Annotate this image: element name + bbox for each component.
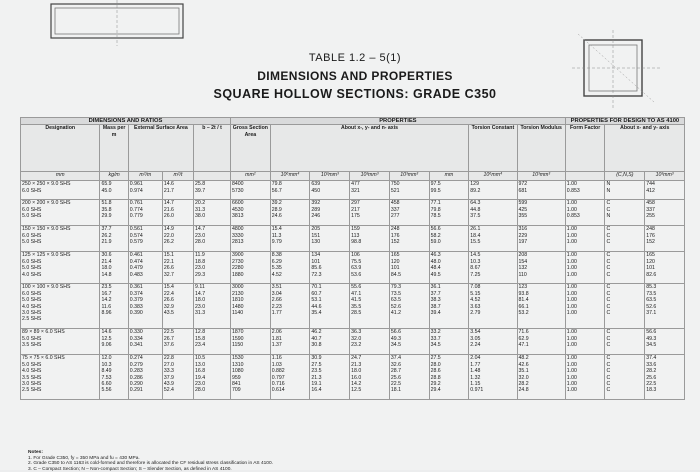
- cell-s: 159 113 98.8: [350, 226, 390, 252]
- cell-mass: 51.8 35.8 29.9: [100, 200, 128, 226]
- col-about-axes: About x-, y- and n- axis: [270, 125, 469, 172]
- cell-z: 639 450: [310, 181, 350, 200]
- cell-kf: 1.00 1.00 1.00 1.00 1.00 1.00: [565, 355, 605, 400]
- cell-j: 7.08 5.15 4.52 3.63 2.79: [469, 284, 517, 329]
- cell-i: 8.38 6.29 5.35 4.52: [270, 252, 310, 284]
- cell-per_m: 0.961 0.974: [128, 181, 162, 200]
- cell-area: 4800 3330 2813: [230, 226, 270, 252]
- table-row: [21, 355, 685, 400]
- cell-z: 70.1 60.7 53.1 44.6 35.4: [310, 284, 350, 329]
- cell-s: 24.7 21.3 18.0 16.0 14.2 12.5: [350, 355, 390, 400]
- table-row: [21, 181, 685, 200]
- cell-s: 477 321: [350, 181, 390, 200]
- cell-j: 26.1 18.4 15.5: [469, 226, 517, 252]
- cell-r: 165 120 101 84.5: [389, 252, 429, 284]
- unit-r: mm: [429, 172, 469, 181]
- table-row: [21, 284, 685, 329]
- col-torsion-const: Torsion Constant: [469, 125, 517, 172]
- cell-r: 750 521: [389, 181, 429, 200]
- cell-designation: 200 × 200 × 9.0 SHS 6.0 SHS 5.0 SHS: [21, 200, 100, 226]
- cell-designation: 89 × 89 × 6.0 SHS 5.0 SHS 3.5 SHS: [21, 329, 100, 355]
- cell-comp: 458 337 255: [645, 200, 685, 226]
- cell-designation: 250 × 250 × 9.0 SHS 6.0 SHS: [21, 181, 100, 200]
- cell-ratio: 20.2 31.3 38.0: [194, 200, 231, 226]
- cell-designation: 75 × 75 × 6.0 SHS 5.0 SHS 4.0 SHS 3.5 SHS 3.0 SHS 2.5 SHS: [21, 355, 100, 400]
- cell-j: 14.5 10.3 8.67 7.25: [469, 252, 517, 284]
- cell-designation: 125 × 125 × 9.0 SHS 6.0 SHS 5.0 SHS 4.0 SHS: [21, 252, 100, 284]
- unit-i: 10⁶mm⁴: [270, 172, 310, 181]
- cell-z: 46.2 40.7 30.8: [310, 329, 350, 355]
- note-1: 1. For Grade C350, fy = 350 MPa and fu = 430 MPa.: [28, 455, 140, 461]
- cell-c: 123 93.8 81.4 66.1 53.2: [517, 284, 565, 329]
- cell-per_t: 15.4 22.4 26.6 32.9 43.5: [162, 284, 193, 329]
- cell-mass: 12.0 10.3 8.49 7.53 6.60 5.56: [100, 355, 128, 400]
- cell-ze: C C C C C C: [605, 355, 645, 400]
- cell-designation: 150 × 150 × 9.0 SHS 6.0 SHS 5.0 SHS: [21, 226, 100, 252]
- table-title: DIMENSIONS AND PROPERTIES: [257, 69, 453, 83]
- band-row: [21, 118, 685, 125]
- unit-area: mm²: [230, 172, 270, 181]
- cell-ze: N N: [605, 181, 645, 200]
- cell-c: 599 425 355: [517, 200, 565, 226]
- cell-area: 3000 2130 1810 1480 1140: [230, 284, 270, 329]
- table-row: [21, 226, 685, 252]
- notes-label: Notes:: [28, 450, 43, 455]
- cell-c: 972 681: [517, 181, 565, 200]
- cell-mass: 65.9 45.0: [100, 181, 128, 200]
- cell-per_m: 0.274 0.279 0.283 0.286 0.290 0.291: [128, 355, 162, 400]
- unit-dims: mm: [21, 172, 100, 181]
- col-ratio: b – 2t / t: [194, 125, 231, 172]
- cell-mass: 37.7 26.2 21.9: [100, 226, 128, 252]
- cell-s: 55.6 47.1 41.5 35.5 28.5: [350, 284, 390, 329]
- cell-ratio: 14.7 23.0 28.0: [194, 226, 231, 252]
- cell-comp: 56.6 49.3 34.5: [645, 329, 685, 355]
- note-3: 3. C – Compact Section; N – Non-compact Section; S – Slender Section, as defined in AS 4100.: [28, 466, 232, 472]
- cell-c: 48.2 42.6 35.1 32.0 28.2 24.8: [517, 355, 565, 400]
- cell-kf: 1.00 1.00 1.00 1.00: [565, 252, 605, 284]
- cell-r: 79.3 73.5 63.5 52.6 41.2: [389, 284, 429, 329]
- cell-r: 458 337 277: [389, 200, 429, 226]
- note-2: 2. Grade C350 to AS 1163 is cold-formed and therefore is allocated the CF residual stress classification in AS 4100.: [28, 461, 273, 467]
- cell-area: 6600 4530 3813: [230, 200, 270, 226]
- cell-comp: 248 176 152: [645, 226, 685, 252]
- cell-z: 392 289 246: [310, 200, 350, 226]
- cell-i: 3.51 3.04 2.66 2.23 1.77: [270, 284, 310, 329]
- cell-z: 205 151 130: [310, 226, 350, 252]
- cell-ze: C C C: [605, 226, 645, 252]
- unit-ratio: [194, 172, 231, 181]
- unit-mass: kg/m: [100, 172, 128, 181]
- unit-ze: 10³mm³: [645, 172, 685, 181]
- cell-comp: 37.4 33.6 28.2 25.6 22.5 18.3: [645, 355, 685, 400]
- properties-table: [20, 117, 685, 400]
- unit-per-t: m²/t: [162, 172, 193, 181]
- table-row: [21, 252, 685, 284]
- col-mass: Mass per m: [100, 125, 128, 172]
- cell-rr: 36.1 37.7 38.3 38.7 39.4: [429, 284, 469, 329]
- cell-ratio: 11.9 18.8 23.0 29.3: [194, 252, 231, 284]
- cell-ratio: 9.11 14.7 18.0 23.0 31.3: [194, 284, 231, 329]
- cell-z: 134 101 85.6 72.3: [310, 252, 350, 284]
- unit-kf: [565, 172, 605, 181]
- cell-rr: 27.5 28.0 28.6 28.8 29.2 29.4: [429, 355, 469, 400]
- cell-c: 316 229 197: [517, 226, 565, 252]
- cell-designation: 100 × 100 × 9.0 SHS 6.0 SHS 5.0 SHS 4.0 SHS 3.0 SHS 2.5 SHS: [21, 284, 100, 329]
- band-design: PROPERTIES FOR DESIGN TO AS 4100: [565, 118, 684, 125]
- section-sketch-left: [45, 0, 195, 48]
- cell-mass: 23.5 16.7 14.2 11.6 8.96: [100, 284, 128, 329]
- table-body: [21, 181, 685, 400]
- cell-per_t: 14.6 21.7: [162, 181, 193, 200]
- cell-rr: 33.2 33.7 34.5: [429, 329, 469, 355]
- cell-mass: 14.6 12.5 9.06: [100, 329, 128, 355]
- unit-z: 10³mm³: [310, 172, 350, 181]
- cell-per_t: 22.5 26.7 37.6: [162, 329, 193, 355]
- cell-kf: 1.00 1.00 1.00: [565, 226, 605, 252]
- col-gross-area: Gross Section Area: [230, 125, 270, 172]
- cell-kf: 1.00 1.00 0.853: [565, 200, 605, 226]
- unit-c: 10³mm³: [517, 172, 565, 181]
- cell-area: 8400 5730: [230, 181, 270, 200]
- unit-s2: 10³mm³: [389, 172, 429, 181]
- cell-comp: 165 120 101 82.6: [645, 252, 685, 284]
- table-row: [21, 329, 685, 355]
- col-surface: External Surface Area: [128, 125, 193, 172]
- cell-ze: C C C: [605, 329, 645, 355]
- cell-per_m: 0.561 0.574 0.579: [128, 226, 162, 252]
- cell-i: 39.2 28.9 24.6: [270, 200, 310, 226]
- col-designation: Designation: [21, 125, 100, 172]
- cell-mass: 30.6 21.4 18.0 14.8: [100, 252, 128, 284]
- cell-r: 248 176 152: [389, 226, 429, 252]
- cell-c: 208 154 132 110: [517, 252, 565, 284]
- table-subtitle: SQUARE HOLLOW SECTIONS: GRADE C350: [213, 87, 497, 101]
- table-number: TABLE 1.2 – 5(1): [308, 52, 402, 64]
- cell-ratio: 25.8 39.7: [194, 181, 231, 200]
- cell-comp: 85.3 73.5 63.5 52.6 37.1: [645, 284, 685, 329]
- cell-ze: C C C C C: [605, 284, 645, 329]
- cell-per_t: 22.8 27.0 33.3 37.9 43.9 52.4: [162, 355, 193, 400]
- band-properties: PROPERTIES: [230, 118, 565, 125]
- cell-ratio: 10.5 13.0 16.8 19.4 23.0 28.0: [194, 355, 231, 400]
- cell-rr: 56.6 58.2 59.0: [429, 226, 469, 252]
- cell-r: 56.6 49.3 34.5: [389, 329, 429, 355]
- band-dimensions: DIMENSIONS AND RATIOS: [21, 118, 231, 125]
- col-torsion-mod: Torsion Modulus: [517, 125, 565, 172]
- cell-c: 71.6 62.9 47.1: [517, 329, 565, 355]
- column-header-row: [21, 125, 685, 172]
- unit-s: 10³mm³: [350, 172, 390, 181]
- cell-per_m: 0.761 0.774 0.779: [128, 200, 162, 226]
- title-block: [205, 52, 505, 101]
- unit-per-m: m²/m: [128, 172, 162, 181]
- cell-per_t: 14.7 21.6 26.0: [162, 200, 193, 226]
- cell-r: 37.4 32.6 28.7 25.6 22.5 18.1: [389, 355, 429, 400]
- cell-j: 64.3 44.8 37.5: [469, 200, 517, 226]
- cell-ratio: 12.8 15.8 23.4: [194, 329, 231, 355]
- cell-s: 36.3 32.0 23.2: [350, 329, 390, 355]
- cell-i: 15.4 11.3 9.79: [270, 226, 310, 252]
- cell-kf: 1.00 1.00 1.00 1.00 1.00: [565, 284, 605, 329]
- cell-z: 30.9 27.5 23.5 21.3 19.1 16.4: [310, 355, 350, 400]
- cell-per_t: 15.1 22.1 26.6 32.7: [162, 252, 193, 284]
- cell-i: 1.16 1.03 0.882 0.797 0.716 0.614: [270, 355, 310, 400]
- cell-area: 1870 1590 1150: [230, 329, 270, 355]
- unit-j: 10⁶mm⁴: [469, 172, 517, 181]
- cell-kf: 1.00 0.853: [565, 181, 605, 200]
- col-form-factor: Form Factor: [565, 125, 605, 172]
- cell-per_m: 0.461 0.474 0.479 0.483: [128, 252, 162, 284]
- cell-i: 79.8 56.7: [270, 181, 310, 200]
- table-row: [21, 200, 685, 226]
- cell-rr: 46.3 48.0 48.4 49.5: [429, 252, 469, 284]
- cell-j: 3.54 3.05 2.24: [469, 329, 517, 355]
- cell-per_m: 0.361 0.374 0.379 0.383 0.390: [128, 284, 162, 329]
- unit-row: [21, 172, 685, 181]
- cell-kf: 1.00 1.00 1.00: [565, 329, 605, 355]
- cell-ze: C C N: [605, 200, 645, 226]
- cell-rr: 77.1 79.8 78.5: [429, 200, 469, 226]
- cell-s: 297 217 175: [350, 200, 390, 226]
- cell-rr: 97.5 99.5: [429, 181, 469, 200]
- cell-area: 3900 2730 2280 1880: [230, 252, 270, 284]
- unit-comp: (C,N,S): [605, 172, 645, 181]
- cell-j: 129 89.2: [469, 181, 517, 200]
- cell-j: 2.04 1.77 1.48 1.32 1.15 0.971: [469, 355, 517, 400]
- cell-area: 1530 1310 1080 959 841 709: [230, 355, 270, 400]
- cell-s: 106 75.5 63.9 53.6: [350, 252, 390, 284]
- cell-per_m: 0.330 0.334 0.341: [128, 329, 162, 355]
- cell-comp: 744 412: [645, 181, 685, 200]
- cell-ze: C C C C: [605, 252, 645, 284]
- col-about-any-axis: About x- and y- axis: [605, 125, 685, 172]
- cell-per_t: 14.9 22.0 26.2: [162, 226, 193, 252]
- section-sketch-right: [570, 30, 670, 110]
- notes: [28, 450, 568, 472]
- cell-i: 2.06 1.81 1.37: [270, 329, 310, 355]
